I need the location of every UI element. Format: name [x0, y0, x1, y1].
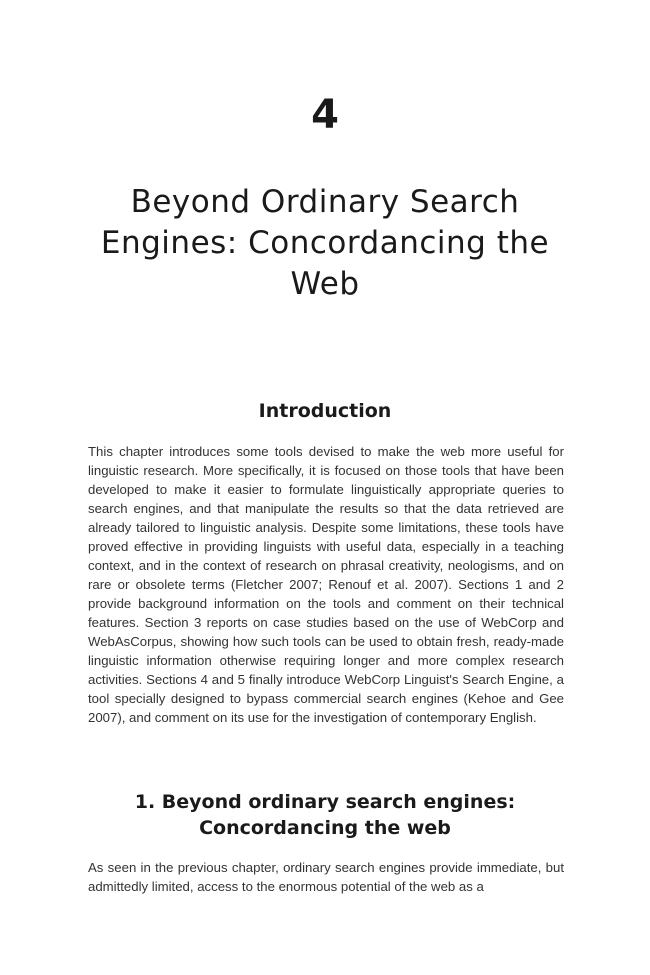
- section-1-paragraph: As seen in the previous chapter, ordinary search engines provide immediate, but admittedly limited, access to the enormous potential of the web as a: [88, 860, 564, 894]
- section-1-heading-line-2: Concordancing the web: [199, 817, 451, 839]
- introduction-heading: Introduction: [258, 400, 392, 422]
- introduction-paragraph: This chapter introduces some tools devised to make the web more useful for linguistic research. More specifically, it is focused on those tools that have been developed to make it easier to formulate linguistically appropriate queries to search engines, and that manipulate the results so that the data retrieved are already tailored to linguistic analysis. Despite some limitations, these tools have proved effective in providing linguists with useful data, especially in a teaching context, and in the context of research on phrasal creativity, neologisms, and on rare or obsolete terms (Fletcher 2007; Renouf et al. 2007). Sections 1 and 2 provide background information on the tools and comment on their technical features. Section 3 reports on case studies based on the use of WebCorp and WebAsCorpus, showing how such tools can be used to obtain fresh, ready-made linguistic information otherwise requiring longer and more complex research activities. Sections 4 and 5 finally introduce WebCorp Linguist's Search Engine, a tool specially designed to bypass commercial search engines (Kehoe and Gee 2007), and comment on its use for the investigation of contemporary English.: [88, 444, 564, 725]
- section-1-heading: [0, 789, 650, 841]
- chapter-title: Beyond Ordinary Search Engines: Concordancing the Web: [100, 184, 550, 302]
- chapter-number: 4: [311, 92, 339, 138]
- section-1-heading-line-1: 1. Beyond ordinary search engines:: [134, 791, 516, 813]
